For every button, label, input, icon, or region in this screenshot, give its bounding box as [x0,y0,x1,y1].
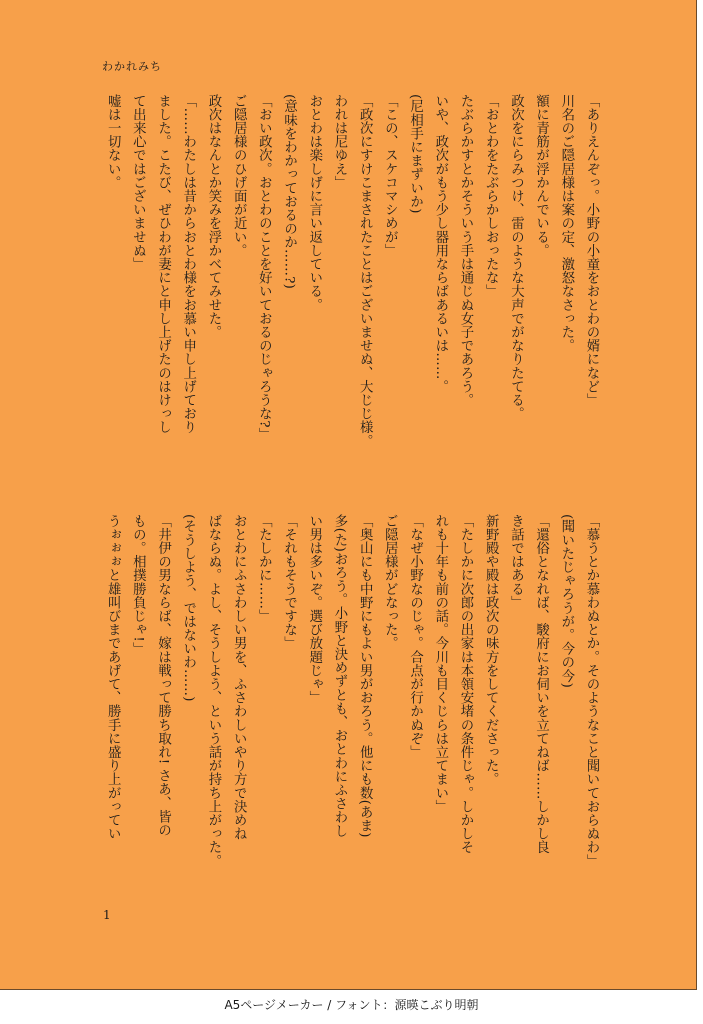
text-line: 額に青筋が浮かんでいる。 [533,94,549,258]
text-line: うぉぉぉと雄叫びまであげて、勝手に盛り上がってい [105,514,121,841]
text-line: (意味をわかっておるのか……?) [281,94,297,290]
text-line: おとわは楽しげに言い返している。 [306,94,322,312]
running-title: わかれみち [102,60,162,73]
page-number: 1 [103,908,111,922]
footer-credit: A5ページメーカー / フォント：源暎こぶり明朝 [224,998,479,1012]
text-line: 「ありえんぞっ。小野の小童をおとわの婿になど」 [584,94,599,407]
text-line: き話ではある」 [508,514,524,610]
text-line: 「慕うとか慕わぬとか。そのようなこと聞いておらぬわ」 [584,514,599,868]
text-line: たぶらかすとかそういう手は通じぬ女子であろう。 [457,94,473,407]
text-line: 「おい政次。おとわのことを好いておるのじゃろうな?」 [256,94,272,442]
text-line: ばならぬ。よし、そうしよう、という話が持ち上がった。 [205,514,221,868]
text-line: 「還俗となれば、駿府にお伺いを立てねば……しかし良 [533,514,549,854]
text-line: 「……わたしは昔からおとわ様をお慕い申し上げており [180,94,196,434]
text-line: ご隠居様のひげ面が近い。 [231,94,247,258]
text-line: 「奥山にも中野にもよい男がおろう。他にも数(あま) [357,514,373,838]
text-line: (尼相手にまずいか) [407,94,423,214]
text-line: (そうしよう、ではないわ……) [180,514,196,702]
text-line: 「おとわをたぶらかしおったな」 [483,94,499,298]
text-line: 「なぜ小野なのじゃ。合点が行かぬぞ」 [407,514,423,759]
text-line: い男は多いぞ。選び放題じゃ」 [306,514,322,705]
text-line: 「たしかに……」 [256,514,272,623]
text-block-bottom [100,514,604,894]
text-line: われは尼ゆえ」 [331,94,347,190]
text-block-top [100,94,604,486]
text-line: いや、政次がもう少し器用ならばあるいは……。 [432,94,448,394]
text-line: 「政次にすけこまされたことはございませぬ、大じじ様。 [357,94,373,448]
text-line: 政次をにらみつけ、雷のような大声でがなりたてる。 [508,94,524,421]
text-line: て出来心ではございませぬ」 [130,94,146,271]
text-line: 政次はなんとか笑みを浮かべてみせた。 [205,94,221,339]
text-line: ご隠居様がどなった。 [382,514,398,650]
text-line: おとわにふさわしい男を、ふさわしいやり方で決めね [231,514,247,841]
text-line: 「たしかに次郎の出家は本領安堵の条件じゃ。しかしそ [457,514,473,854]
text-line: 多(た)おろう。小野と決めずとも、おとわにふさわし [331,514,347,838]
text-line: (聞いたじゃろうが。今の今) [558,514,574,689]
text-line: 嘘は一切ない。 [105,94,121,190]
text-line: 「この、スケコマシめが」 [382,94,398,258]
text-line: れも十年も前の話。今川も目くじらは立てまい」 [432,514,448,814]
text-line: 新野殿や殿は政次の味方をしてくださった。 [483,514,499,786]
text-line: 川名のご隠居様は案の定、激怒なさった。 [558,94,574,353]
text-line: ました。こたび、ぜひわが妻にと申し上げたのはけっし [155,94,171,434]
text-line: 「それもそうですな」 [281,514,297,650]
text-line: 「井伊の男ならば、嫁は戦って勝ち取れ! さあ、皆の [155,514,171,837]
text-line: もの。相撲勝負じゃ!」 [130,514,146,656]
